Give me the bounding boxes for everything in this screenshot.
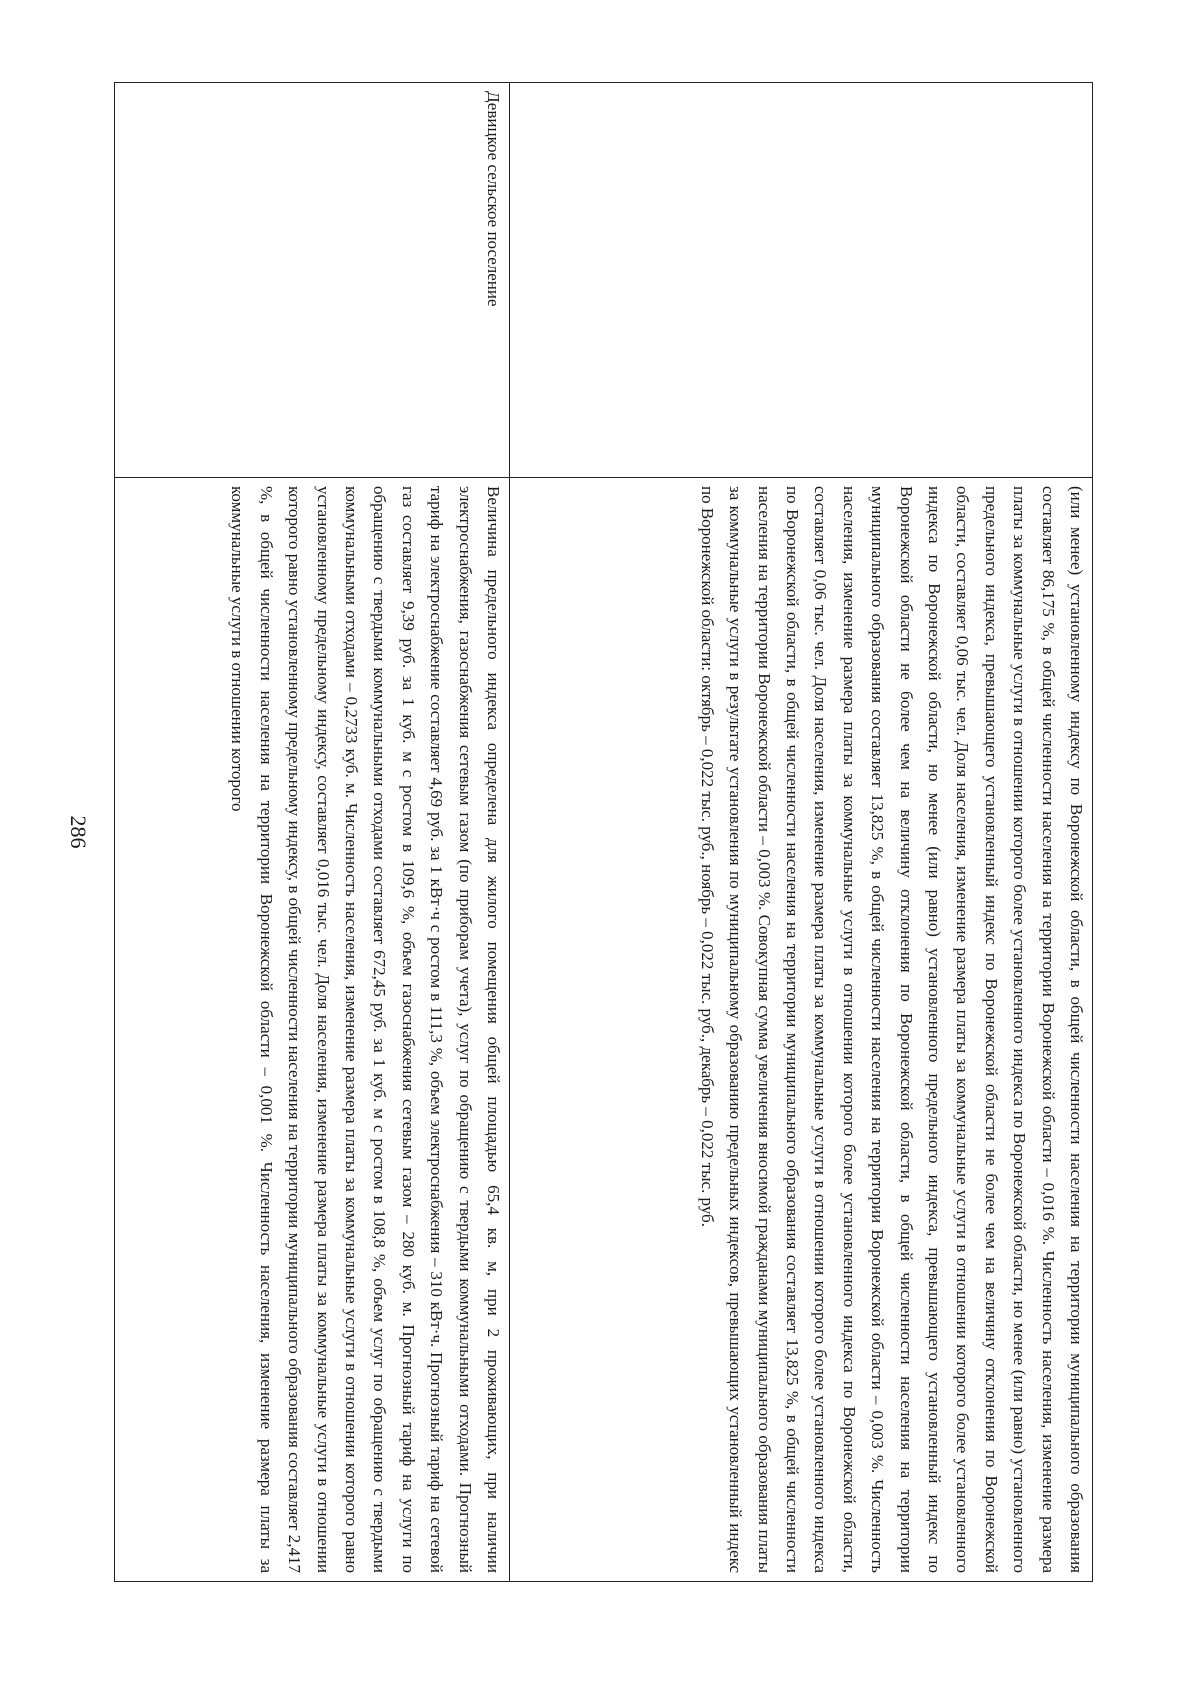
table-row [115,83,510,1582]
municipality-cell: Девицкое сельское поселение [115,83,510,478]
table-row [510,83,1093,1582]
description-cell: Величина предельного индекса определена для жилого помещения общей площадью 65,4 кв. м, при 2 проживающих, при наличии электроснабжения, газоснабжения сетевым газом (по приборам учета), услуг по обращению с твердыми коммунальными отходами. Прогнозный тариф на электроснабжение составляет 4,69 руб. за 1 кВт·ч с ростом в 111,3 %, объем электроснабжения – 310 кВт·ч. Прогнозный тариф на сетевой газ составляет 9,39 руб. за 1 куб. м с ростом в 109,6 %, объем газоснабжения сетевым газом – 280 куб. м. Прогнозный тариф на услуги по обращению с твердыми коммунальными отходами составляет 672,45 руб. за 1 куб. м с ростом в 108,8 %, объем услуг по обращению с твердыми коммунальными отходами – 0,2733 куб. м. Численность населения, изменение размера платы за коммунальные услуги в отношении которого равно установленному предельному индексу, составляет 0,016 тыс. чел. Доля населения, изменение размера платы за коммунальные услуги в отношении которого равно установленному предельному индексу, в общей численности населения на территории муниципального образования составляет 2,417 %, в общей численности населения на территории Воронежской области – 0,001 %. Численность населения, изменение размера платы за коммунальные услуги в отношении которого [115,478,510,1582]
rotated-page [66,82,1093,1582]
page-number: 286 [66,815,91,849]
municipality-cell [510,83,1093,478]
description-cell: (или менее) установленному индексу по Воронежской области, в общей численности населения на территории муниципального образования составляет 86,175 %, в общей численности населения на территории Воронежской области – 0,016 %. Численность населения, изменение размера платы за коммунальные услуги в отношении которого более установленного индекса по Воронежской области, но менее (или равно) установленного предельного индекса, превышающего установленный индекс по Воронежской области не более чем на величину отклонения по Воронежской области, составляет 0,06 тыс. чел. Доля населения, изменение размера платы за коммунальные услуги в отношении которого более установленного индекса по Воронежской области, но менее (или равно) установленного предельного индекса, превышающего установленный индекс по Воронежской области не более чем на величину отклонения по Воронежской области, в общей численности населения на территории муниципального образования составляет 13,825 %, в общей численности населения на территории Воронежской области – 0,003 %. Численность населения, изменение размера платы за коммунальные услуги в отношении которого более установленного индекса по Воронежской области, составляет 0,06 тыс. чел. Доля населения, изменение размера платы за коммунальные услуги в отношении которого более установленного индекса по Воронежской области, в общей численности населения на территории муниципального образования составляет 13,825 %, в общей численности населения на территории Воронежской области – 0,003 %. Совокупная сумма увеличения вносимой гражданами муниципального образования платы за коммунальные услуги в результате установления по муниципальному образованию предельных индексов, превышающих установленный индекс по Воронежской области: октябрь – 0,022 тыс. руб., ноябрь – 0,022 тыс. руб., декабрь – 0,022 тыс. руб. [510,478,1093,1582]
municipality-table [114,82,1093,1582]
